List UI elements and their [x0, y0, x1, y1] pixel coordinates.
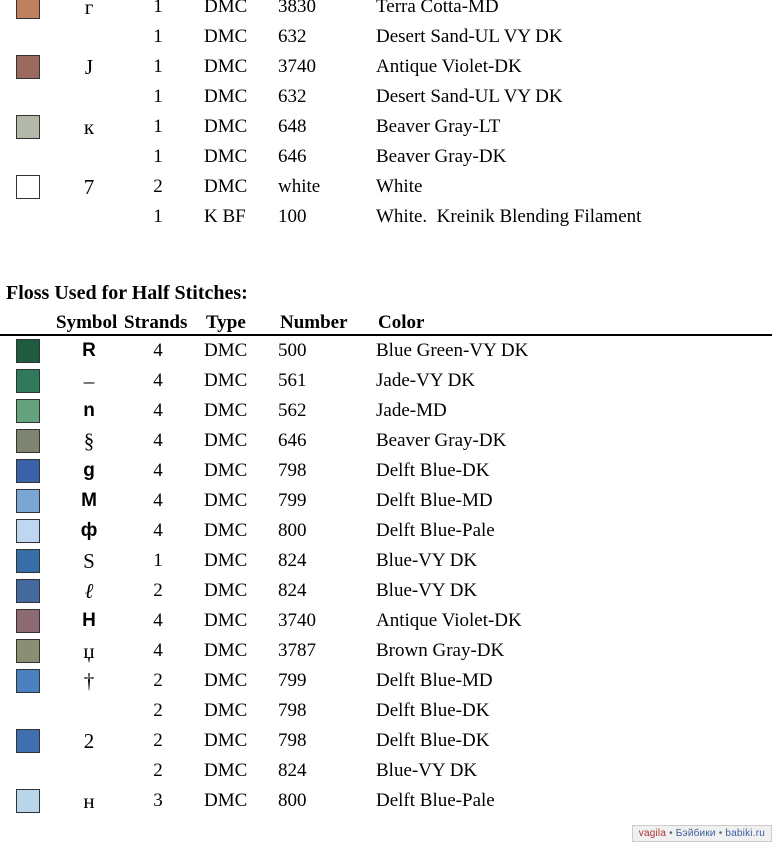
type-cell: DMC: [204, 400, 248, 421]
color-swatch: [16, 729, 40, 753]
color-name-cell: Brown Gray-DK: [376, 640, 505, 661]
color-swatch: [16, 549, 40, 573]
type-cell: DMC: [204, 700, 248, 721]
color-swatch-cell: [0, 519, 56, 543]
symbol-cell: M: [81, 490, 97, 511]
color-swatch: [16, 519, 40, 543]
color-swatch-cell: [0, 55, 56, 79]
watermark-sep2: •: [715, 828, 726, 839]
strands-cell: 1: [153, 146, 163, 167]
strands-cell: 4: [153, 490, 163, 511]
type-cell: DMC: [204, 0, 248, 17]
number-cell: 500: [278, 340, 307, 361]
color-name-cell: Antique Violet-DK: [376, 56, 522, 77]
color-swatch: [16, 669, 40, 693]
type-cell: K BF: [204, 206, 246, 227]
number-cell: 562: [278, 400, 307, 421]
table-row: [0, 516, 772, 546]
header-strands: Strands: [124, 312, 188, 333]
color-name-cell: Beaver Gray-DK: [376, 146, 507, 167]
strands-cell: 4: [153, 520, 163, 541]
table-row: [0, 366, 772, 396]
section-spacer: [0, 232, 772, 278]
table-row: [0, 696, 772, 726]
number-cell: 648: [278, 116, 307, 137]
type-cell: DMC: [204, 580, 248, 601]
strands-cell: 4: [153, 430, 163, 451]
color-swatch-cell: [0, 639, 56, 663]
half-stitch-table: [0, 336, 772, 816]
color-name-cell: Delft Blue-MD: [376, 490, 493, 511]
symbol-cell: S: [83, 548, 95, 573]
color-swatch: [16, 579, 40, 603]
color-swatch-cell: [0, 429, 56, 453]
type-cell: DMC: [204, 730, 248, 751]
color-swatch: [16, 55, 40, 79]
header-number: Number: [280, 312, 348, 333]
type-cell: DMC: [204, 640, 248, 661]
symbol-cell: R: [82, 340, 96, 361]
watermark-part1: vagila: [638, 828, 667, 839]
symbol-cell: –: [83, 368, 95, 393]
color-name-cell: Delft Blue-DK: [376, 700, 490, 721]
strands-cell: 4: [153, 610, 163, 631]
header-swatch-spacer: [0, 310, 56, 334]
color-name-cell: Delft Blue-DK: [376, 460, 490, 481]
half-stitch-table-header: [0, 308, 772, 336]
color-swatch: [16, 429, 40, 453]
number-cell: 646: [278, 430, 307, 451]
number-cell: 646: [278, 146, 307, 167]
color-name-cell: White: [376, 176, 423, 197]
table-row: [0, 456, 772, 486]
header-color: Color: [378, 312, 425, 333]
half-stitch-section-title: Floss Used for Half Stitches:: [6, 282, 248, 304]
strands-cell: 4: [153, 640, 163, 661]
strands-cell: 4: [153, 370, 163, 391]
table-row: [0, 786, 772, 816]
symbol-cell: г: [84, 0, 94, 19]
color-name-cell: Delft Blue-Pale: [376, 520, 495, 541]
table-row: [0, 666, 772, 696]
strands-cell: 2: [153, 760, 163, 781]
type-cell: DMC: [204, 610, 248, 631]
strands-cell: 2: [153, 730, 163, 751]
number-cell: 800: [278, 520, 307, 541]
type-cell: DMC: [204, 520, 248, 541]
type-cell: DMC: [204, 430, 248, 451]
strands-cell: 4: [153, 460, 163, 481]
table-row: [0, 396, 772, 426]
number-cell: 799: [278, 490, 307, 511]
strands-cell: 1: [153, 56, 163, 77]
symbol-cell: џ: [83, 638, 95, 663]
color-name-cell: Delft Blue-Pale: [376, 790, 495, 811]
table-row: [0, 636, 772, 666]
color-swatch-cell: [0, 459, 56, 483]
color-name-cell: Beaver Gray-DK: [376, 430, 507, 451]
symbol-cell: g: [83, 460, 95, 481]
color-name-cell: Beaver Gray-LT: [376, 116, 501, 137]
color-name-cell: Jade-VY DK: [376, 370, 476, 391]
color-swatch: [16, 0, 40, 19]
header-type: Type: [206, 312, 246, 333]
color-name-cell: Jade-MD: [376, 400, 447, 421]
number-cell: 824: [278, 580, 307, 601]
color-swatch-cell: [0, 115, 56, 139]
type-cell: DMC: [204, 490, 248, 511]
watermark-sep1: •: [666, 828, 676, 839]
table-row: [0, 112, 772, 142]
number-cell: 3830: [278, 0, 316, 17]
number-cell: 3740: [278, 56, 316, 77]
color-swatch: [16, 639, 40, 663]
strands-cell: 3: [153, 790, 163, 811]
color-swatch-cell: [0, 609, 56, 633]
symbol-cell: J: [84, 54, 94, 79]
type-cell: DMC: [204, 146, 248, 167]
type-cell: DMC: [204, 550, 248, 571]
color-swatch: [16, 115, 40, 139]
watermark-part3: babiki.ru: [725, 828, 765, 839]
table-row: [0, 726, 772, 756]
number-cell: 561: [278, 370, 307, 391]
color-swatch: [16, 399, 40, 423]
symbol-cell: n: [83, 400, 95, 421]
color-swatch-cell: [0, 669, 56, 693]
type-cell: DMC: [204, 460, 248, 481]
strands-cell: 2: [153, 670, 163, 691]
number-cell: 632: [278, 26, 307, 47]
color-swatch-cell: [0, 489, 56, 513]
table-row: [0, 756, 772, 786]
color-swatch-cell: [0, 339, 56, 363]
table-row: [0, 202, 772, 232]
number-cell: 800: [278, 790, 307, 811]
color-swatch-cell: [0, 0, 56, 19]
header-symbol: Symbol: [56, 312, 118, 333]
number-cell: 824: [278, 550, 307, 571]
type-cell: DMC: [204, 56, 248, 77]
strands-cell: 1: [153, 26, 163, 47]
number-cell: white: [278, 176, 321, 197]
strands-cell: 1: [153, 0, 163, 17]
color-swatch: [16, 369, 40, 393]
type-cell: DMC: [204, 26, 248, 47]
number-cell: 824: [278, 760, 307, 781]
symbol-cell: н: [83, 788, 95, 813]
table-row: [0, 142, 772, 172]
type-cell: DMC: [204, 340, 248, 361]
color-name-cell: Blue Green-VY DK: [376, 340, 529, 361]
type-cell: DMC: [204, 790, 248, 811]
type-cell: DMC: [204, 176, 248, 197]
number-cell: 799: [278, 670, 307, 691]
color-name-cell: Antique Violet-DK: [376, 610, 522, 631]
number-cell: 100: [278, 206, 307, 227]
color-swatch-cell: [0, 789, 56, 813]
number-cell: 798: [278, 730, 307, 751]
table-row: [0, 336, 772, 366]
strands-cell: 2: [153, 176, 163, 197]
table-row: [0, 52, 772, 82]
number-cell: 632: [278, 86, 307, 107]
strands-cell: 1: [153, 206, 163, 227]
color-name-cell: Terra Cotta-MD: [376, 0, 499, 17]
color-swatch: [16, 175, 40, 199]
type-cell: DMC: [204, 760, 248, 781]
color-swatch-cell: [0, 175, 56, 199]
table-row: [0, 426, 772, 456]
table-row: [0, 0, 772, 22]
color-name-cell: Desert Sand-UL VY DK: [376, 86, 563, 107]
color-name-cell: Delft Blue-DK: [376, 730, 490, 751]
symbol-cell: к: [83, 114, 95, 139]
color-swatch-cell: [0, 729, 56, 753]
number-cell: 3787: [278, 640, 316, 661]
strands-cell: 4: [153, 340, 163, 361]
color-name-cell: Blue-VY DK: [376, 760, 478, 781]
color-swatch: [16, 609, 40, 633]
strands-cell: 1: [153, 116, 163, 137]
watermark-part2: Бэйбики: [675, 828, 716, 839]
number-cell: 798: [278, 460, 307, 481]
color-swatch-cell: [0, 369, 56, 393]
type-cell: DMC: [204, 670, 248, 691]
table-row: [0, 486, 772, 516]
number-cell: 798: [278, 700, 307, 721]
strands-cell: 2: [153, 700, 163, 721]
watermark: [632, 825, 772, 842]
strands-cell: 1: [153, 86, 163, 107]
color-swatch: [16, 459, 40, 483]
strands-cell: 4: [153, 400, 163, 421]
symbol-cell: 7: [83, 174, 95, 199]
symbol-cell: ф: [80, 520, 98, 541]
color-name-cell: White. Kreinik Blending Filament: [376, 206, 642, 227]
strands-cell: 2: [153, 580, 163, 601]
strands-cell: 1: [153, 550, 163, 571]
table-row: [0, 22, 772, 52]
full-stitch-table: [0, 0, 772, 232]
symbol-cell: H: [82, 610, 96, 631]
table-row: [0, 546, 772, 576]
type-cell: DMC: [204, 86, 248, 107]
type-cell: DMC: [204, 116, 248, 137]
table-row: [0, 172, 772, 202]
color-name-cell: Blue-VY DK: [376, 580, 478, 601]
color-name-cell: Blue-VY DK: [376, 550, 478, 571]
symbol-cell: 2: [83, 728, 95, 753]
table-row: [0, 606, 772, 636]
color-swatch-cell: [0, 549, 56, 573]
table-row: [0, 82, 772, 112]
symbol-cell: †: [83, 668, 95, 693]
symbol-cell: §: [83, 428, 95, 453]
type-cell: DMC: [204, 370, 248, 391]
symbol-cell: ℓ: [84, 578, 94, 603]
color-name-cell: Delft Blue-MD: [376, 670, 493, 691]
table-row: [0, 576, 772, 606]
color-swatch: [16, 489, 40, 513]
number-cell: 3740: [278, 610, 316, 631]
color-swatch: [16, 339, 40, 363]
color-swatch: [16, 789, 40, 813]
color-swatch-cell: [0, 579, 56, 603]
color-name-cell: Desert Sand-UL VY DK: [376, 26, 563, 47]
color-swatch-cell: [0, 399, 56, 423]
